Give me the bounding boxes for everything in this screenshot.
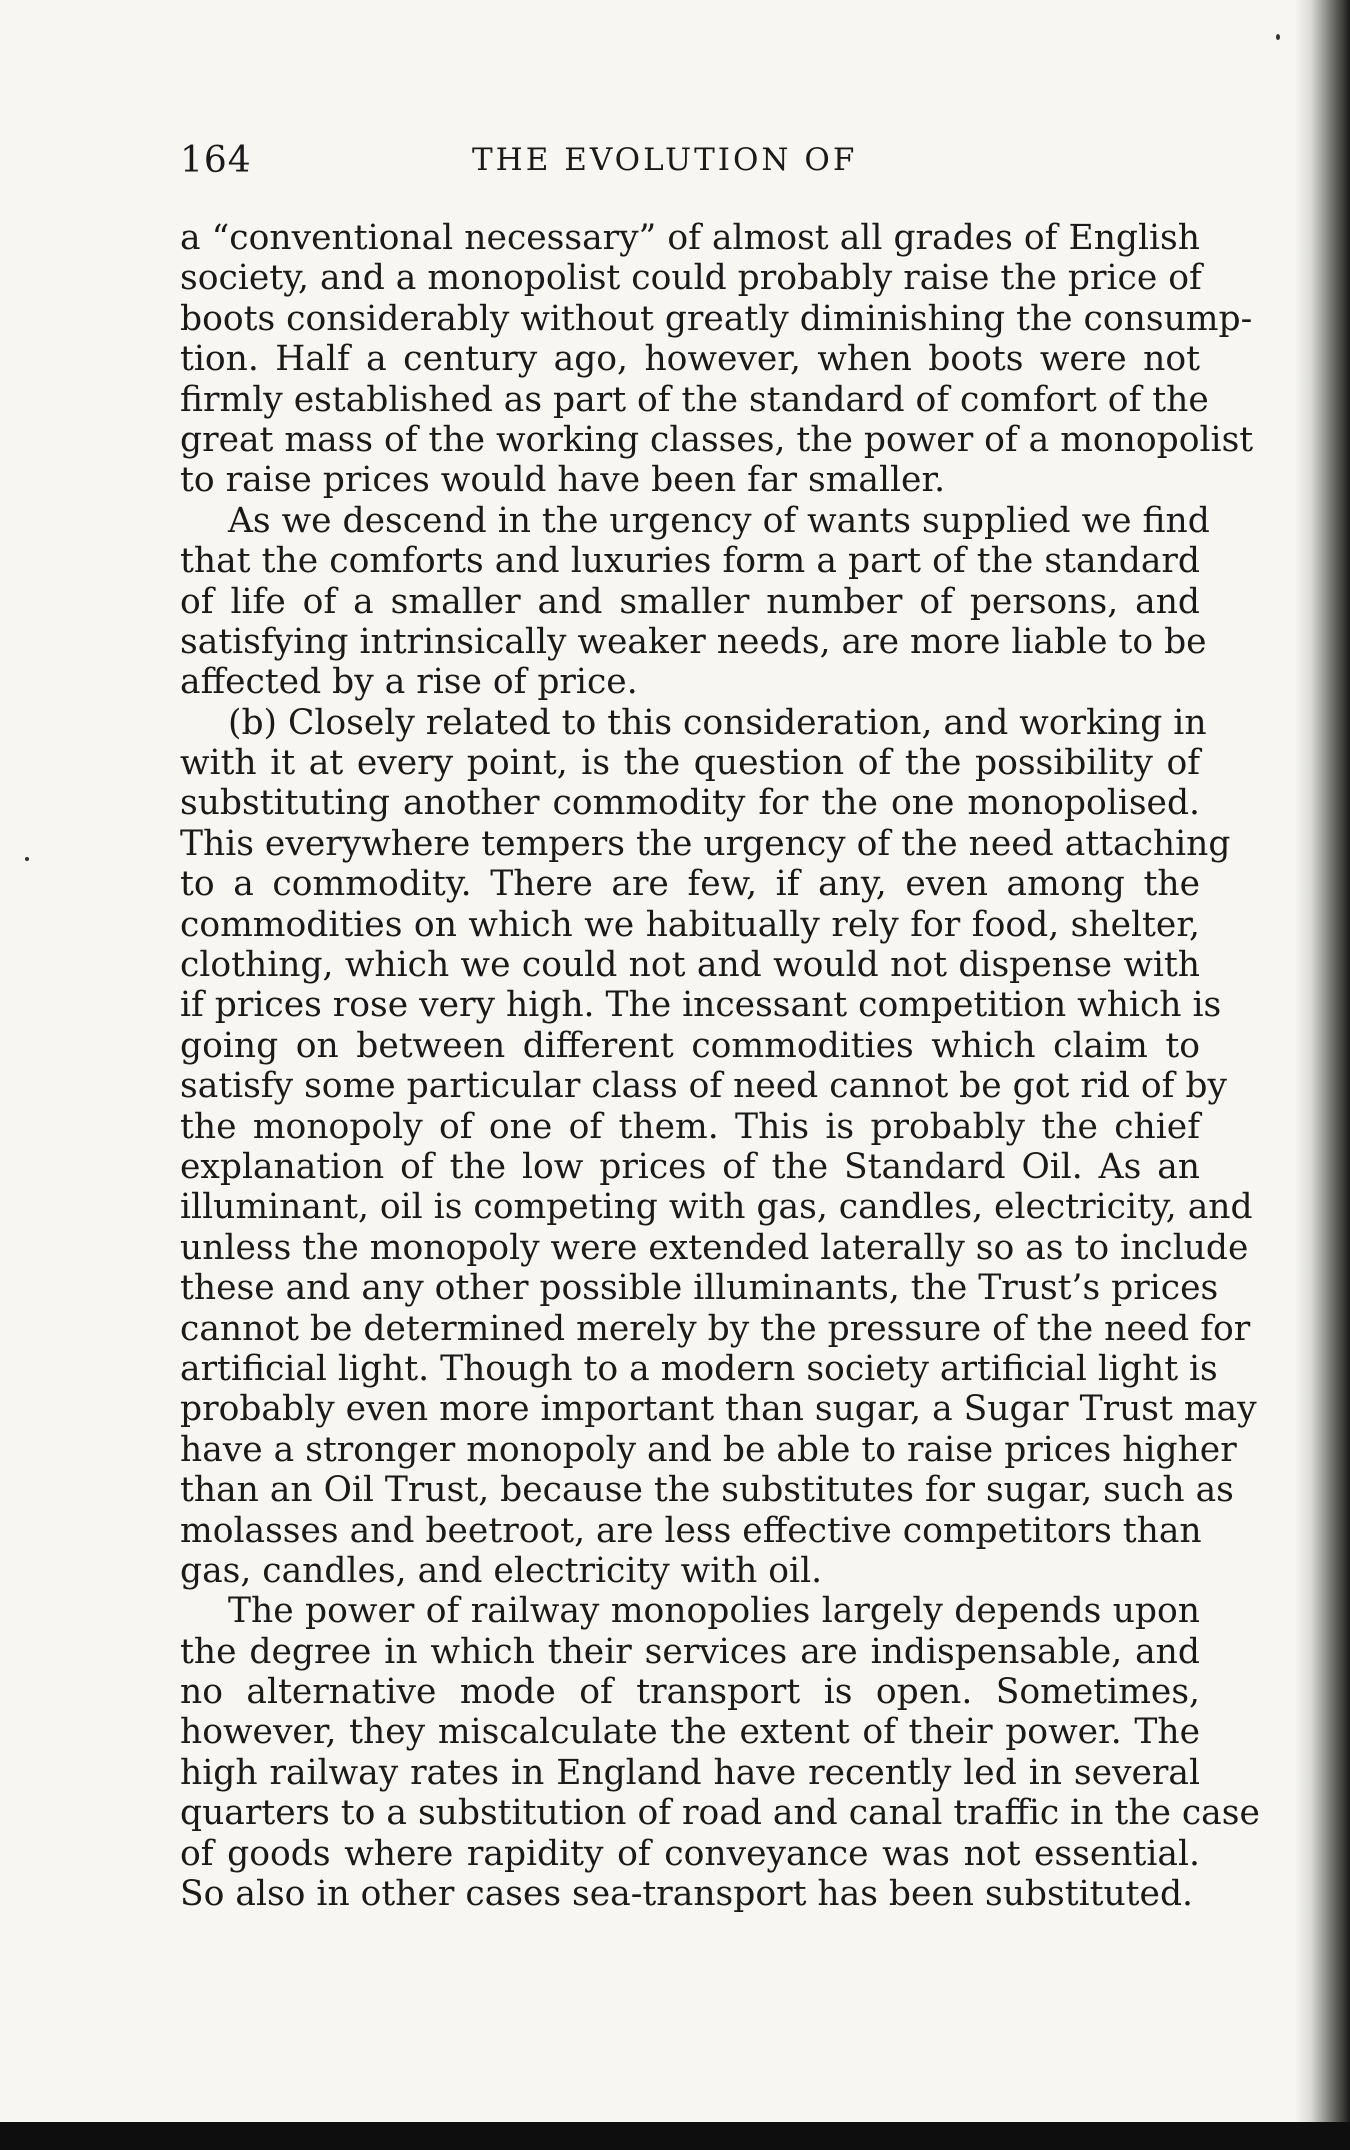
text-line: commodities on which we habitually rely for food, shelter,	[180, 904, 1200, 945]
text-line: to raise prices would have been far smaller.	[180, 460, 946, 501]
text-line: As we descend in the urgency of wants supplied we find	[228, 500, 1210, 541]
text-line: The power of railway monopolies largely depends upon	[228, 1591, 1200, 1632]
text-line: This everywhere tempers the urgency of the need attaching	[180, 823, 1231, 864]
text-line: substituting another commodity for the one monopolised.	[180, 783, 1200, 824]
page-number: 164	[180, 140, 252, 181]
text-line: quarters to a substitution of road and canal traffic in the case	[180, 1793, 1260, 1834]
text-line: than an Oil Trust, because the substitutes for sugar, such as	[180, 1470, 1234, 1511]
text-line: clothing, which we could not and would not dispense with	[180, 945, 1200, 986]
text-line: however, they miscalculate the extent of their power. The	[180, 1712, 1200, 1753]
paragraph	[180, 702, 1257, 1592]
paragraph	[180, 500, 1210, 703]
text-line: artificial light. Though to a modern society artificial light is	[180, 1348, 1218, 1389]
text-line: these and any other possible illuminants, the Trust’s prices	[180, 1268, 1219, 1309]
paragraph	[180, 1591, 1260, 1915]
text-line: have a stronger monopoly and be able to raise prices higher	[180, 1429, 1237, 1470]
text-line: So also in other cases sea-transport has been substituted.	[180, 1874, 1194, 1915]
text-line: explanation of the low prices of the Standard Oil. As an	[180, 1146, 1200, 1187]
running-head: THE EVOLUTION OF	[472, 142, 858, 178]
text-line: satisfy some particular class of need cannot be got rid of by	[180, 1066, 1227, 1107]
page-header	[180, 140, 1200, 190]
paragraph	[180, 218, 1254, 501]
text-line: boots considerably without greatly diminishing the consump-	[180, 298, 1253, 339]
text-line: the degree in which their services are indispensable, and	[180, 1631, 1200, 1672]
text-line: no alternative mode of transport is open. Sometimes,	[180, 1672, 1200, 1713]
page-edge-shadow	[1295, 0, 1350, 2150]
text-line: affected by a rise of price.	[180, 662, 638, 703]
text-line: satisfying intrinsically weaker needs, are more liable to be	[180, 621, 1207, 662]
text-line: cannot be determined merely by the pressure of the need for	[180, 1308, 1251, 1349]
scan-bottom-edge	[0, 2122, 1350, 2150]
text-line: (b) Closely related to this consideration, and working in	[228, 702, 1207, 743]
text-line: going on between different commodities which claim to	[180, 1025, 1200, 1066]
text-line: high railway rates in England have recently led in several	[180, 1752, 1200, 1793]
body-text	[180, 218, 1260, 1915]
text-line: great mass of the working classes, the power of a monopolist	[180, 419, 1254, 460]
text-line: of goods where rapidity of conveyance was not essential.	[180, 1833, 1200, 1874]
text-line: if prices rose very high. The incessant competition which is	[180, 985, 1222, 1026]
text-line: gas, candles, and electricity with oil.	[180, 1550, 823, 1591]
text-line: the monopoly of one of them. This is probably the chief	[180, 1106, 1200, 1147]
text-line: society, and a monopolist could probably raise the price of	[180, 258, 1202, 299]
text-line: firmly established as part of the standard of comfort of the	[180, 379, 1209, 420]
text-line: to a commodity. There are few, if any, even among the	[180, 864, 1200, 905]
scan-speck	[25, 857, 29, 861]
text-line: of life of a smaller and smaller number of persons, and	[180, 581, 1200, 622]
text-line: molasses and beetroot, are less effective competitors than	[180, 1510, 1202, 1551]
text-line: that the comforts and luxuries form a part of the standard	[180, 541, 1200, 582]
scan-speck	[1276, 34, 1280, 40]
text-line: a “conventional necessary” of almost all grades of English	[180, 218, 1200, 258]
text-line: unless the monopoly were extended laterally so as to include	[180, 1227, 1249, 1268]
text-line: with it at every point, is the question of the possibility of	[180, 743, 1200, 784]
text-line: illuminant, oil is competing with gas, candles, electricity, and	[180, 1187, 1253, 1228]
text-line: tion. Half a century ago, however, when boots were not	[180, 339, 1200, 380]
text-line: probably even more important than sugar, a Sugar Trust may	[180, 1389, 1257, 1430]
